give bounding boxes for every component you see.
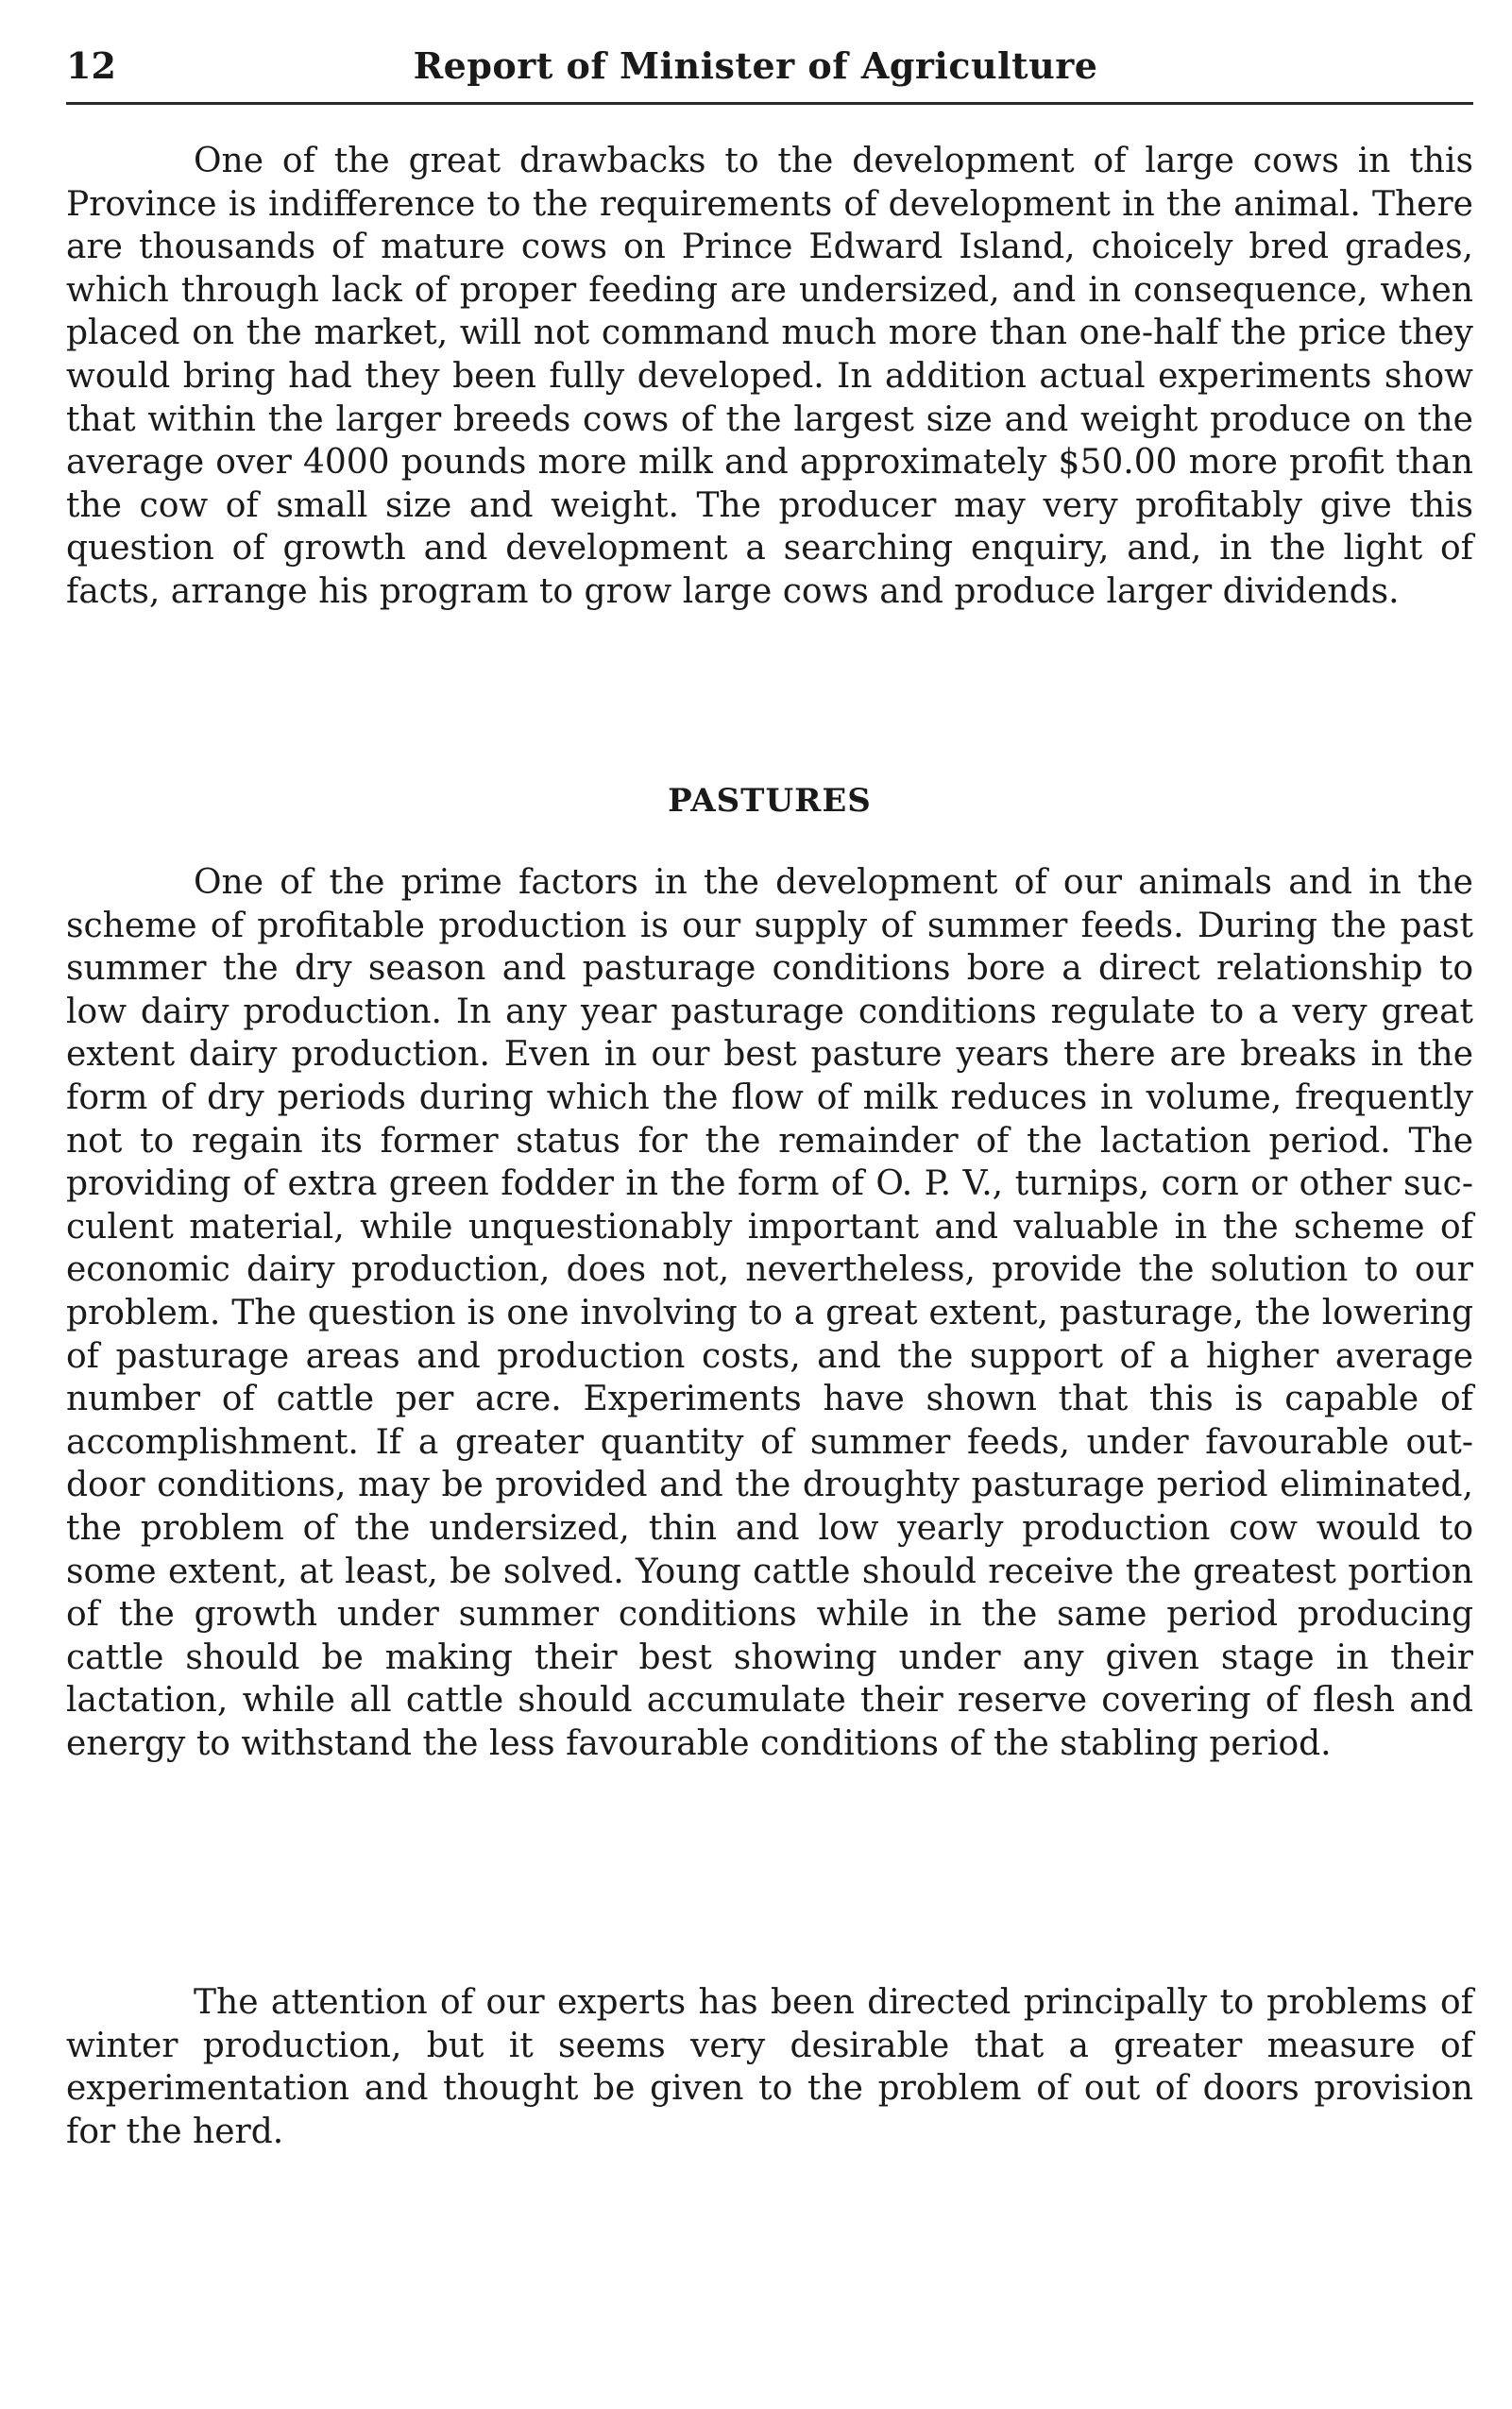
section-heading-pastures: PASTURES <box>668 782 872 820</box>
paragraph-large-cows: One of the great drawbacks to the development of large cows in this Province is indifference to the requirements of development in the animal. There are thousands of mature cows on Prince Edward Island, choicely bred grades, which through lack of proper feeding are undersized, and in consequence, when placed on the market, will not command much more than one-half the price they would bring had they been fully developed. In addition actual experiments show that within the larger breeds cows of the largest size and weight produce on the average over 4000 pounds more milk and approximately $50.00 more profit than the cow of small size and weight. The producer may very profitably give this question of growth and development a searching enquiry, and, in the light of facts, arrange his program to grow large cows and produce larger dividends. <box>66 142 1473 611</box>
header-title: Report of Minister of Agriculture <box>413 44 1098 87</box>
page-number: 12 <box>66 44 116 87</box>
paragraph-pastures: One of the prime factors in the development of our animals and in the scheme of profitable production is our supply of summer feeds. During the past summer the dry season and pasturage conditions bore a direct relationship to low dairy production. In any year pasturage conditions regulate to a very great extent dairy production. Even in our best pasture years there are breaks in the form of dry periods during which the flow of milk reduces in volume, frequently not to regain its former status for the remainder of the lactation period. The providing of extra green fodder in the form of O. P. V., turnips, corn or other succulent material, while unquestionably important and valuable in the scheme of economic dairy production, does not, nevertheless, provide the solution to our problem. The question is one involving to a great extent, pasturage, the lowering of pasturage areas and production costs, and the support of a higher average number of cattle per acre. Experiments have shown that this is capable of accomplishment. If a greater quantity of summer feeds, under favourable out-door conditions, may be provided and the droughty pasturage period eliminated, the problem of the undersized, thin and low yearly production cow would to some extent, at least, be solved. Young cattle should receive the greatest portion of the growth under summer conditions while in the same period producing cattle should be making their best showing under any given stage in their lactation, while all cattle should accumulate their reserve covering of flesh and energy to withstand the less favourable conditions of the stabling period. <box>66 863 1473 1763</box>
paragraph-experts: The attention of our experts has been directed principally to problems of winter production, but it seems very desirable that a greater measure of experimentation and thought be given to the problem of out of doors provision for the herd. <box>66 1983 1473 2151</box>
header-rule <box>66 102 1473 105</box>
running-head <box>66 42 1445 100</box>
